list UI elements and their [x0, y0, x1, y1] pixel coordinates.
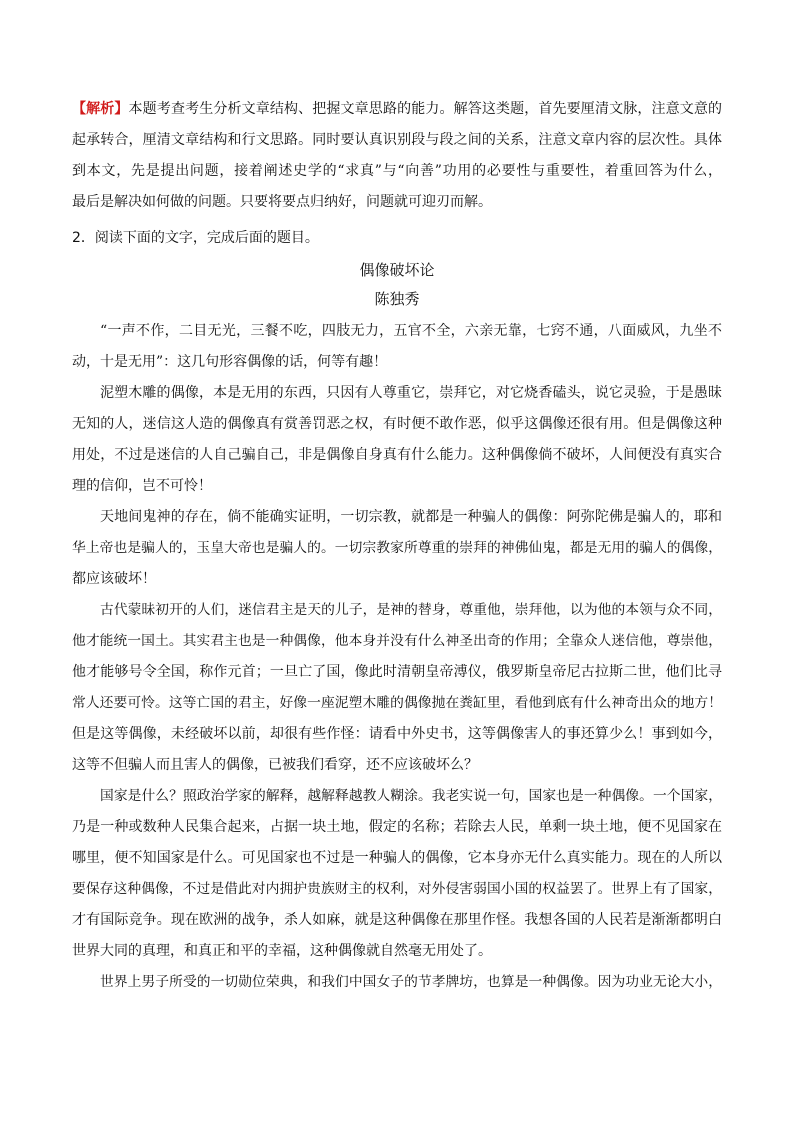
- paragraph-line: 都应该破坏！: [72, 571, 156, 587]
- paragraph-line: 乃是一种或数种人民集合起来，占据一块土地，假定的名称；若除去人民，单剩一块土地，便不见国家在: [72, 819, 722, 835]
- article-paragraph: [72, 595, 722, 781]
- analysis-line: 起承转合，厘清文章结构和行文思路。同时要认真识别段与段之间的关系，注意文章内容的层次性。具体: [72, 132, 722, 148]
- paragraph-line: 泥塑木雕的偶像，本是无用的东西，只因有人尊重它，崇拜它，对它烧香磕头，说它灵验，于是愚昧: [100, 385, 722, 401]
- paragraph-line: 世界大同的真理，和真正和平的幸福，这种偶像就自然毫无用处了。: [72, 943, 492, 959]
- paragraph-line: 理的信仰，岂不可怜！: [72, 478, 212, 494]
- article-paragraph: [72, 967, 722, 998]
- paragraph-line: “一声不作，二目无光，三餐不吃，四肢无力，五官不全，六亲无靠，七窍不通，八面威风，九坐不: [100, 323, 722, 339]
- question-prompt: 2．阅读下面的文字，完成后面的题目。: [72, 230, 319, 246]
- paragraph-line: 哪里，便不知国家是什么。可见国家也不过是一种骗人的偶像，它本身亦无什么真实能力。现在的人所以: [72, 850, 722, 866]
- paragraph-line: 才有国际竞争。现在欧洲的战争，杀人如麻，就是这种偶像在那里作怪。我想各国的人民若是渐渐都明白: [72, 912, 722, 928]
- paragraph-line: 天地间鬼神的存在，倘不能确实证明，一切宗教，就都是一种骗人的偶像：阿弥陀佛是骗人的，耶和: [100, 509, 722, 525]
- paragraph-line: 用处，不过是迷信的人自己骗自己，非是偶像自身真有什么能力。这种偶像倘不破坏，人间便没有真实合: [72, 447, 722, 463]
- paragraph-line: 世界上男子所受的一切勋位荣典，和我们中国女子的节孝牌坊，也算是一种偶像。因为功业无论大小，: [100, 974, 722, 990]
- paragraph-line: 国家是什么？照政治学家的解释，越解释越教人糊涂。我老实说一句，国家也是一种偶像。一个国家，: [100, 788, 722, 804]
- analysis-line: 【解析】本题考查考生分析文章结构、把握文章思路的能力。解答这类题，首先要厘清文脉，注意文意的: [72, 101, 722, 117]
- paragraph-line: 这等不但骗人而且害人的偶像，已被我们看穿，还不应该破坏么？: [72, 757, 478, 773]
- analysis-tag: 【解析】: [72, 101, 129, 117]
- article-paragraph: [72, 502, 722, 595]
- paragraph-line: 他才能统一国土。其实君主也是一种偶像，他本身并没有什么神圣出奇的作用；全靠众人迷信他，尊崇他，: [72, 633, 722, 649]
- paragraph-line: 他才能够号令全国，称作元首；一旦亡了国，像此时清朝皇帝溥仪，俄罗斯皇帝尼古拉斯二世，他们比寻: [72, 664, 722, 680]
- analysis-line: 到本文，先是提出问题，接着阐述史学的“求真”与“向善”功用的必要性与重要性，着重回答为什么，: [72, 163, 722, 179]
- paragraph-line: 常人还要可怜。这等亡国的君主，好像一座泥塑木雕的偶像抛在粪缸里，看他到底有什么神奇出众的地方！: [72, 695, 722, 711]
- paragraph-line: 华上帝也是骗人的，玉皇大帝也是骗人的。一切宗教家所尊重的崇拜的神佛仙鬼，都是无用的骗人的偶像，: [72, 540, 722, 556]
- article-author: 陈独秀: [374, 290, 420, 308]
- article-paragraph: [72, 781, 722, 967]
- article-paragraph: [72, 378, 722, 502]
- paragraph-line: 古代蒙昧初开的人们，迷信君主是天的儿子，是神的替身，尊重他，崇拜他，以为他的本领与众不同，: [100, 602, 722, 618]
- article-title: 偶像破坏论: [359, 261, 435, 279]
- paragraph-line: 无知的人，迷信这人造的偶像真有赏善罚恶之权，有时便不敢作恶，似乎这偶像还很有用。但是偶像这种: [72, 416, 722, 432]
- analysis-line: 最后是解决如何做的问题。只要将要点归纳好，问题就可迎刃而解。: [72, 194, 492, 210]
- paragraph-line: 但是这等偶像，未经破坏以前，却很有些作怪：请看中外史书，这等偶像害人的事还算少么！事到如今，: [72, 726, 722, 742]
- analysis-section: [72, 94, 722, 218]
- article-body: [72, 316, 722, 998]
- paragraph-line: 要保存这种偶像，不过是借此对内拥护贵族财主的权利，对外侵害弱国小国的权益罢了。世界上有了国家，: [72, 881, 722, 897]
- paragraph-line: 动，十是无用”：这几句形容偶像的话，何等有趣！: [72, 354, 388, 370]
- article-paragraph: [72, 316, 722, 378]
